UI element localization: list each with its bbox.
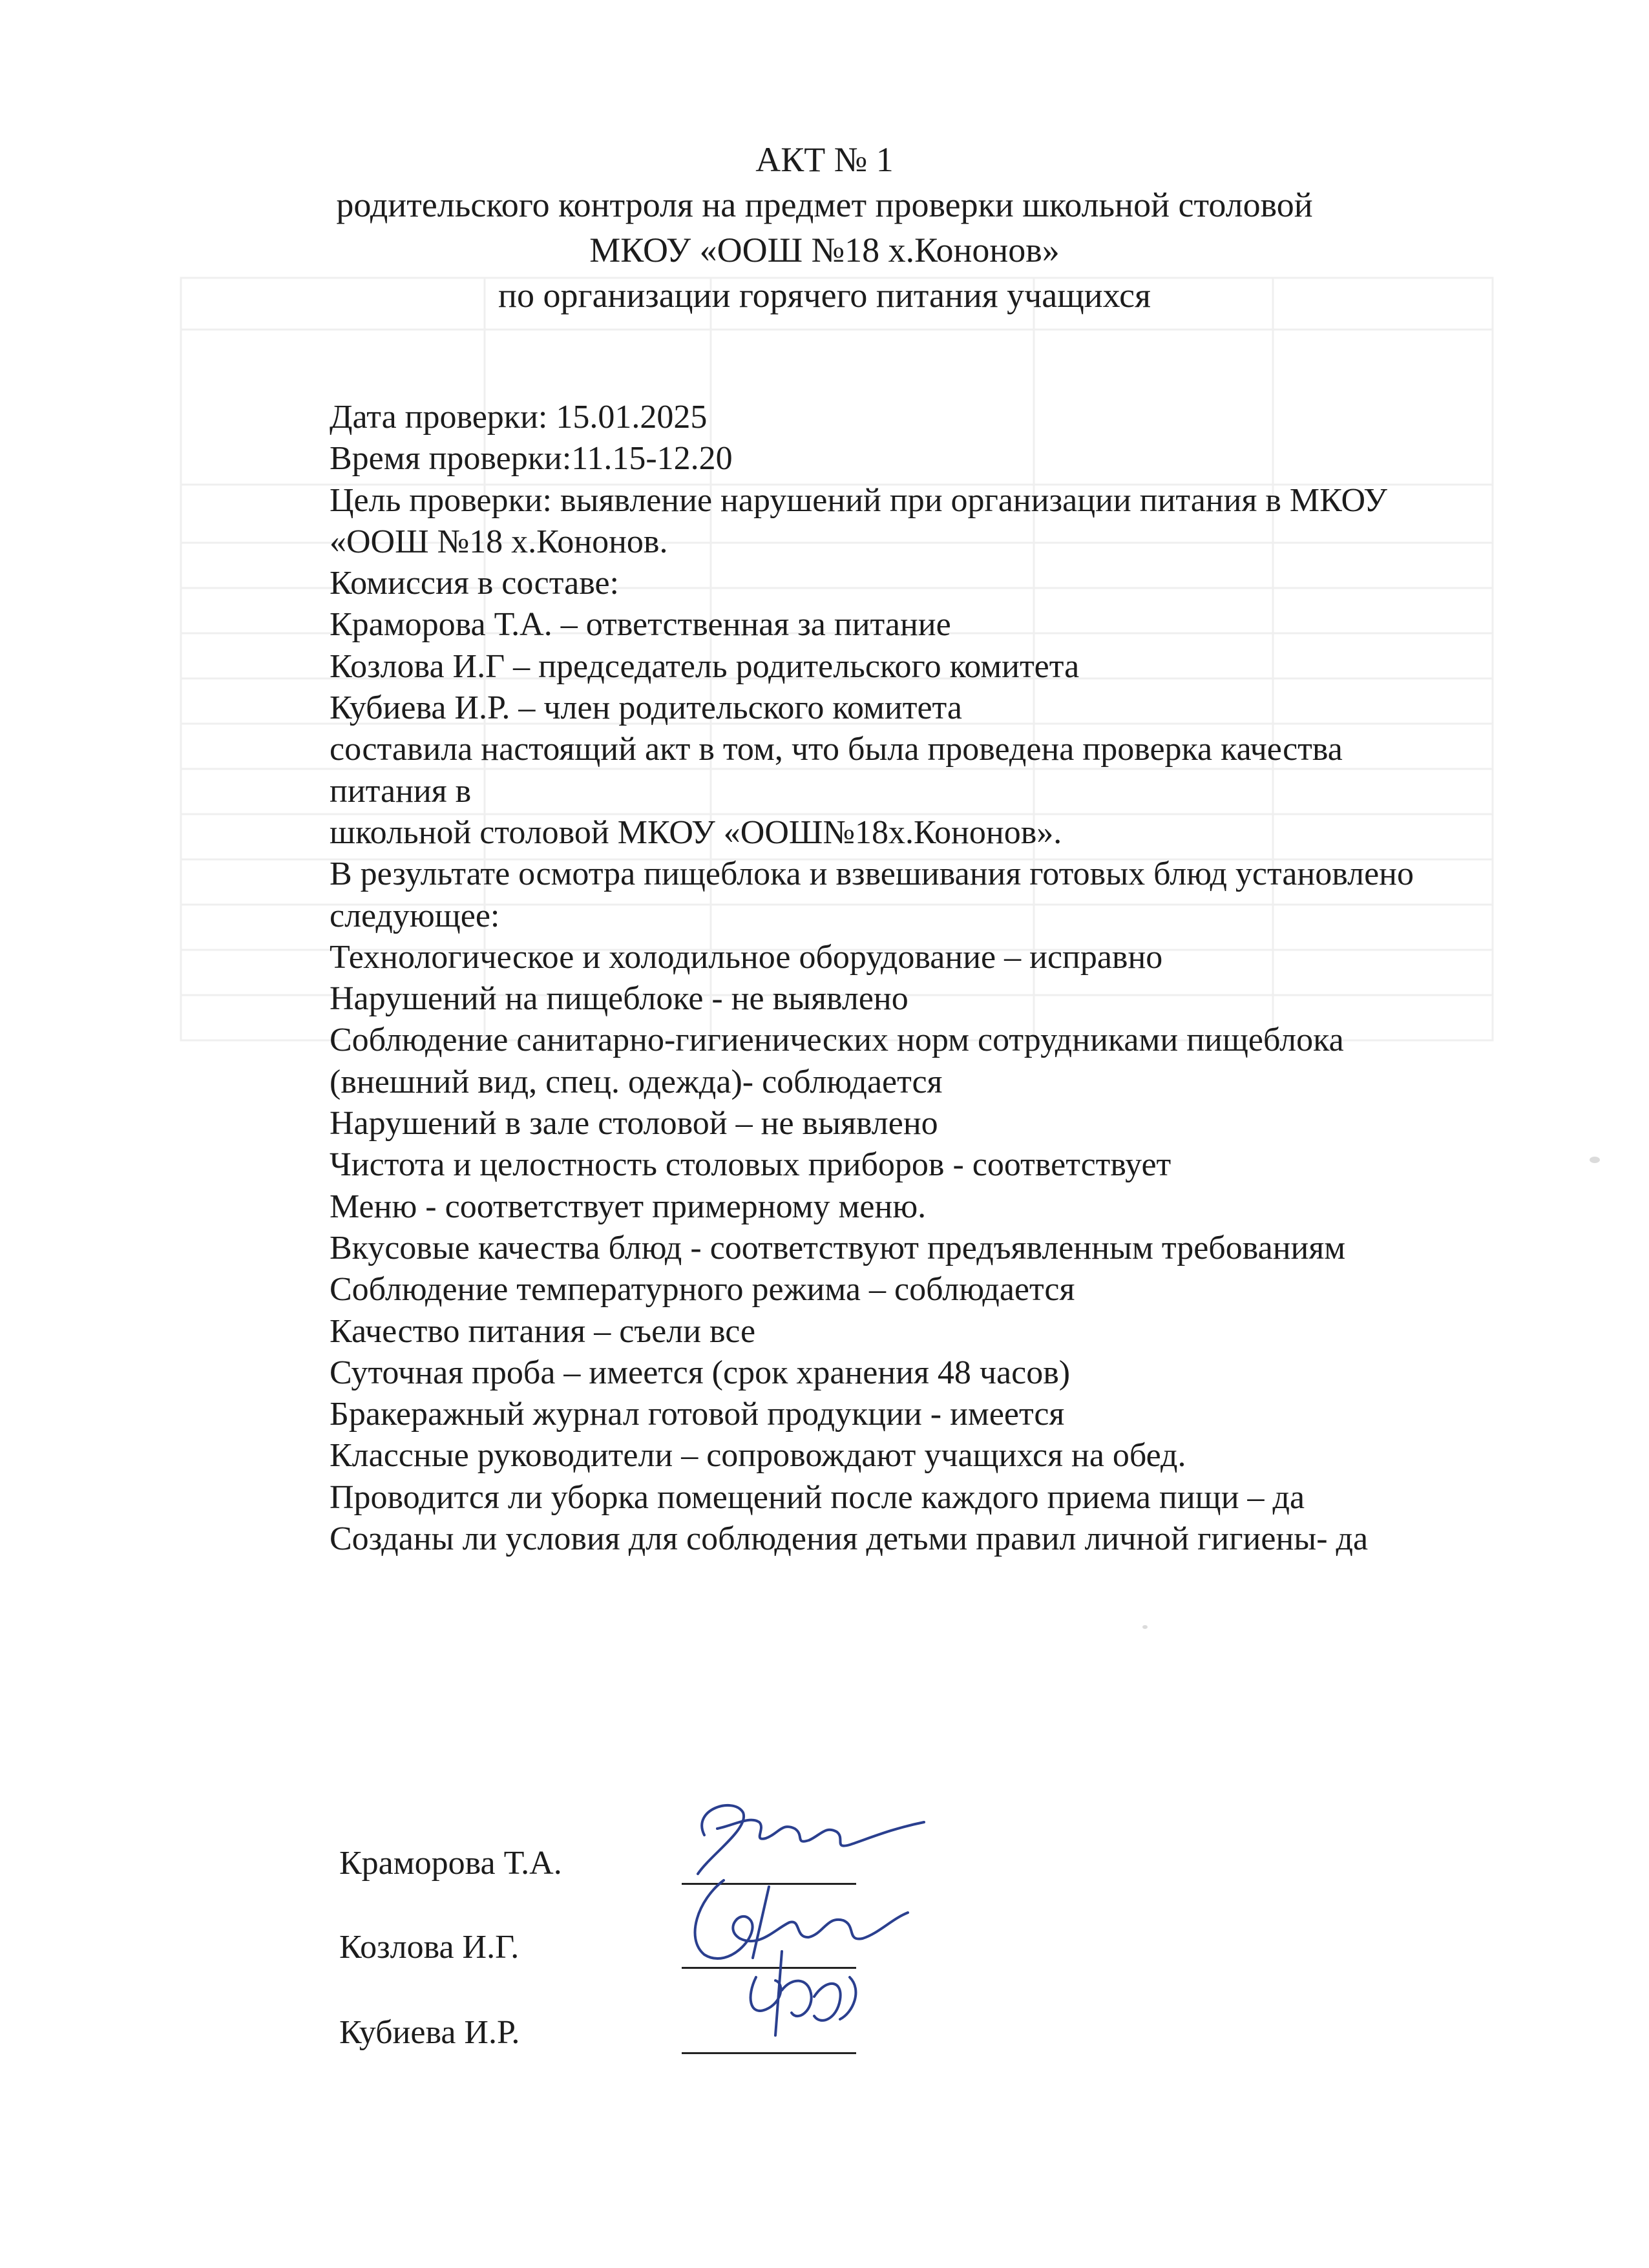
subtitle-line: родительского контроля на предмет проверки школьной столовой [336,185,1313,224]
signature-kubieva [751,1951,856,2035]
handwritten-signatures [620,1783,969,2055]
body-line: Нарушений в зале столовой – не выявлено [330,1105,938,1142]
body-line: Козлова И.Г – председатель родительского комитета [330,647,1080,685]
body-line: В результате осмотра пищеблока и взвешивания готовых блюд установлено [330,856,1414,893]
body-line: Дата проверки: 15.01.2025 [330,399,708,436]
body-line: Классные руководители – сопровождают учащихся на обед. [330,1437,1186,1475]
body-line: Время проверки:11.15-12.20 [330,440,733,478]
signatory-name: Кубиева И.Р. [339,2014,520,2051]
body-line: Созданы ли условия для соблюдения детьми правил личной гигиены- да [330,1520,1369,1558]
body-line: (внешний вид, спец. одежда)- соблюдается [330,1063,943,1100]
document-header [0,137,1649,318]
document-title: АКТ № 1 [755,140,894,179]
body-line: Вкусовые качества блюд - соответствуют предъявленным требованиям [330,1229,1346,1266]
body-line: Нарушений на пищеблоке - не выявлено [330,980,909,1018]
body-line: Меню - соответствует примерному меню. [330,1188,927,1225]
body-line: Соблюдение температурного режима – соблюдается [330,1271,1075,1308]
scan-speck [1142,1625,1148,1629]
body-line: составила настоящий акт в том, что была проведена проверка качества [330,731,1343,768]
subtitle-line: по организации горячего питания учащихся [498,276,1151,315]
body-line: Чистота и целостность столовых приборов - соответствует [330,1146,1171,1184]
body-line: «ООШ №18 х.Кононов. [330,523,668,560]
document-body [330,397,1596,1560]
body-line: Проводится ли уборка помещений после каждого приема пищи – да [330,1478,1305,1516]
body-line: питания в [330,772,472,810]
subtitle-line: МКОУ «ООШ №18 х.Кононов» [589,231,1060,269]
body-line: Бракеражный журнал готовой продукции - имеется [330,1396,1065,1433]
body-line: Цель проверки: выявление нарушений при организации питания в МКОУ [330,481,1387,519]
body-line: Качество питания – съели все [330,1312,756,1350]
body-line: Краморова Т.А. – ответственная за питание [330,606,951,644]
signature-kozlova [695,1880,908,1958]
body-line: Технологическое и холодильное оборудование – исправно [330,938,1163,976]
signatory-name: Краморова Т.А. [339,1845,562,1882]
body-line: следующее: [330,897,500,934]
signatory-name: Козлова И.Г. [339,1929,520,1966]
body-line: Кубиева И.Р. – член родительского комитета [330,689,962,727]
body-line: Комиссия в составе: [330,565,619,602]
signature-kramorova [698,1805,924,1874]
body-line: школьной столовой МКОУ «ООШ№18х.Кононов». [330,814,1062,851]
body-line: Соблюдение санитарно-гигиенических норм сотрудниками пищеблока [330,1022,1344,1059]
body-line: Суточная проба – имеется (срок хранения 48 часов) [330,1354,1071,1391]
